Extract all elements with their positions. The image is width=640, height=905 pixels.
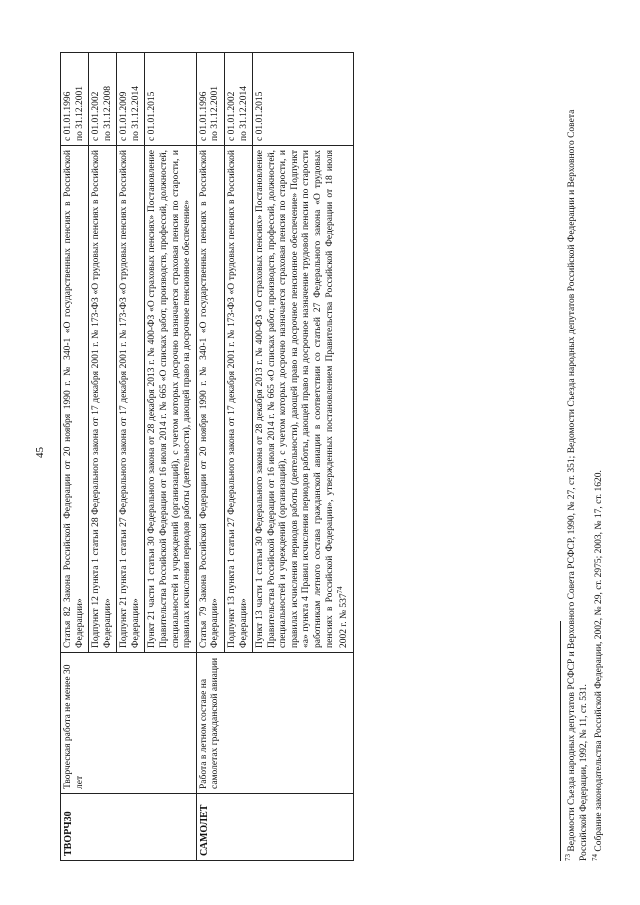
table-row [61,53,89,861]
period-cell [224,53,252,146]
date-from: с 01.01.1996 [63,91,73,141]
date-to: по 31.12.2001 [210,86,221,141]
date-to: по 31.12.2014 [238,86,249,141]
legal-basis-cell: Подпункт 13 пункта 1 статьи 27 Федерального закона от 17 декабря 2001 г. № 173-ФЗ «О трудовых пенсиях в Российской Федерации» [224,146,252,653]
code-cell: ТВОРЧ30 [61,794,197,861]
date-to: по 31.12.2001 [74,86,85,141]
legal-basis-cell: Статья 82 Закона Российской Федерации от 20 ноября 1990 г. № 340-1 «О государственных пенсиях в Российской Федерации» [61,146,89,653]
date-from: с 01.01.1996 [198,91,209,141]
footnote-text: Ведомости Съезда народных депутатов РСФСР и Верховного Совета РСФСР, 1990, № 27, ст. 351; Ведомости Съезда народных депутатов Российской Федерации и Верховного Совета Российской Федерации, 1992, № 11, ст. 531. [567,109,590,861]
period-cell [89,53,117,146]
footnote-mark: 73 [564,854,572,861]
code-cell: САМОЛЕТ [196,794,353,861]
footnote [591,61,606,861]
pension-codes-table [60,52,354,861]
date-from: с 01.01.2015 [255,91,266,141]
date-from: с 01.01.2009 [119,91,130,141]
date-to: по 31.12.2008 [102,86,113,141]
date-to: по 31.12.2014 [130,86,141,141]
legal-basis-cell: Пункт 21 части 1 статьи 30 Федерального закона от 28 декабря 2013 г. № 400-ФЗ «О страховых пенсиях» Постановление Правительства Российской Федерации от 16 июля 2014 г. № 665 «О списках работ, производств, профессий, должностей, специальностей и учреждений (организаций), с учетом которых досрочно назначается страховая пенсия по старости, и правилах исчисления периодов работы (деятельности), дающей право на досрочное пенсионное обеспечение» [145,146,196,653]
page-number: 45 [34,447,46,458]
period-cell [61,53,89,146]
description-cell: Работа в летном составе на самолетах гражданской авиации [196,653,353,794]
date-from: с 01.01.2002 [226,91,237,141]
table-row [196,53,224,861]
date-from: с 01.01.2002 [91,91,102,141]
description-cell: Творческая работа не менее 30 лет [61,653,197,794]
date-from: с 01.01.2015 [147,91,158,141]
period-cell [117,53,145,146]
legal-basis-text: Пункт 13 части 1 статьи 30 Федерального закона от 28 декабря 2013 г. № 400-ФЗ «О страховых пенсиях» Постановление Правительства Российской Федерации от 16 июля 2014 г. № 665 «О списках работ, производств, профессий, должностей, специальностей и учреждений (организаций), с учетом которых досрочно назначается страховая пенсия по старости, и правилах исчисления периодов работы (деятельности), дающей право на досрочное пенсионное обеспечение» Подпункт «а» пункта 4 Правил исчисления периодов работы, дающей право на досрочное назначение трудовой пенсии по старости работникам летного состава гражданской авиации в соответствии со статьей 27 Федерального закона «О трудовых пенсиях в Российской Федерации», утвержденных постановлением Правительства Российской Федерации от 18 июля 2002 г. № 537 [255,150,350,648]
period-cell [145,53,196,146]
footnote [564,61,591,861]
legal-basis-cell [253,146,354,653]
legal-basis-cell: Подпункт 21 пункта 1 статьи 27 Федерального закона от 17 декабря 2001 г. № 173-ФЗ «О трудовых пенсиях в Российской Федерации» [117,146,145,653]
period-cell [253,53,354,146]
legal-basis-cell: Статья 79 Закона Российской Федерации от 20 ноября 1990 г. № 340-1 «О государственных пенсиях в Российской Федерации» [196,146,224,653]
footnote-text: Собрание законодательства Российской Федерации, 2002, № 29, ст. 2975; 2003, № 17, ст. 1620. [594,470,605,852]
footnotes [560,61,606,861]
period-cell [196,53,224,146]
footnote-mark: 74 [590,854,599,861]
footnote-divider [560,621,561,861]
legal-basis-cell: Подпункт 12 пункта 1 статьи 28 Федерального закона от 17 декабря 2001 г. № 173-ФЗ «О трудовых пенсиях в Российской Федерации» [89,146,117,653]
footnote-ref: 74 [336,586,345,594]
